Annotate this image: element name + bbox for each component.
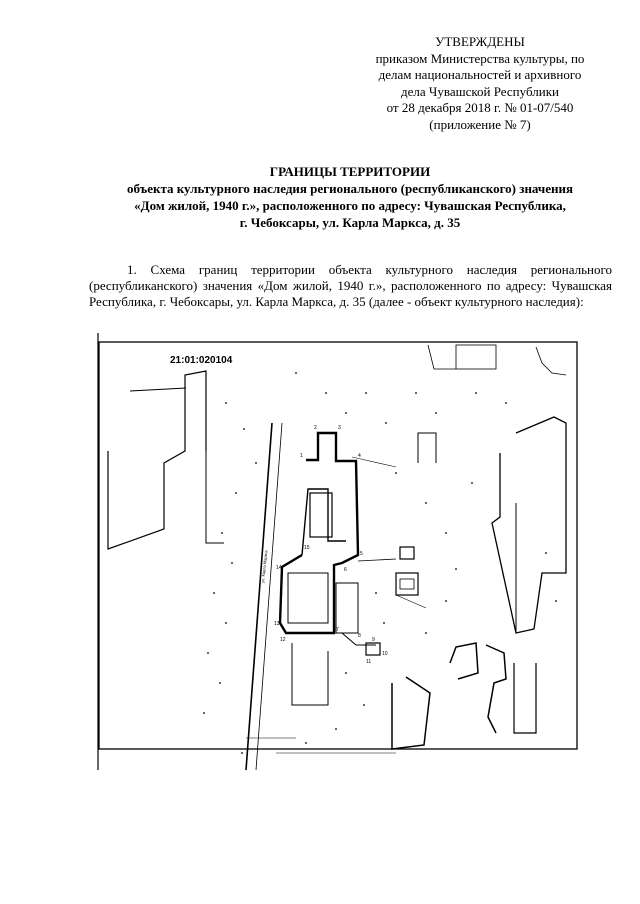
- street-line: [246, 423, 272, 770]
- point-label-1: 1: [300, 453, 303, 459]
- left-building: [108, 371, 206, 549]
- terrain-dots: [203, 372, 557, 754]
- small-building-a: [396, 573, 418, 595]
- scheme-paragraph: [89, 262, 612, 310]
- right-building: [492, 417, 566, 633]
- point-label-6: 6: [344, 567, 347, 573]
- heading-line-2: объекта культурного наследия регионального (республиканского) значения: [126, 181, 574, 196]
- document-heading: [60, 163, 640, 231]
- approval-republic: дела Чувашской Республики: [401, 83, 559, 99]
- approval-block: [360, 34, 600, 133]
- lower-building-a: [392, 677, 430, 749]
- approval-date: от 28 декабря 2018 г. № 01-07/540: [386, 100, 574, 115]
- point-label-14: 14: [276, 565, 282, 571]
- point-label-2: 2: [314, 425, 317, 431]
- point-label-7: 7: [336, 627, 339, 633]
- point-label-4: 4: [358, 453, 361, 459]
- approval-ministry: делам национальностей и архивного: [378, 67, 582, 82]
- point-label-3: 3: [338, 425, 341, 431]
- lower-building-c: [486, 645, 506, 733]
- approval-appendix: (приложение № 7): [429, 116, 531, 132]
- map-drawing: [96, 333, 580, 770]
- point-label-15: 15: [304, 545, 310, 551]
- approval-title: УТВЕРЖДЕНЫ: [435, 34, 525, 49]
- lower-building-b: [450, 643, 478, 679]
- territory-boundary: [280, 433, 358, 633]
- small-building-b: [400, 547, 414, 559]
- point-label-13: 13: [274, 621, 280, 627]
- heading-title: ГРАНИЦЫ ТЕРРИТОРИИ: [269, 164, 431, 179]
- boundary-scheme-map: [96, 333, 580, 770]
- heading-line-4: г. Чебоксары, ул. Карла Маркса, д. 35: [239, 215, 461, 230]
- cadastral-block-label: 21:01:020104: [170, 355, 233, 366]
- point-label-9: 9: [372, 637, 375, 643]
- street-label: ул. Карла Маркса: [260, 550, 269, 584]
- inner-building-a: [310, 493, 332, 537]
- point-label-5: 5: [360, 551, 363, 557]
- inner-building-c: [288, 573, 328, 623]
- approval-order: приказом Министерства культуры, по: [375, 50, 585, 66]
- scheme-paragraph-text: 1. Схема границ территории объекта культурного наследия регионального (республиканского) значения «Дом жилой, 1940 г.», расположенного по адресу: Чувашская Республика, г. Чебоксары, ул. Карла Маркса, д. 35 (далее - объект культурного наследия):: [89, 262, 612, 309]
- point-label-10: 10: [382, 651, 388, 657]
- point-label-8: 8: [358, 633, 361, 639]
- point-label-11: 11: [366, 659, 372, 665]
- point-label-12: 12: [280, 637, 286, 643]
- heading-line-3: «Дом жилой, 1940 г.», расположенного по адресу: Чувашская Республика,: [134, 198, 566, 213]
- inner-building-b: [336, 583, 358, 633]
